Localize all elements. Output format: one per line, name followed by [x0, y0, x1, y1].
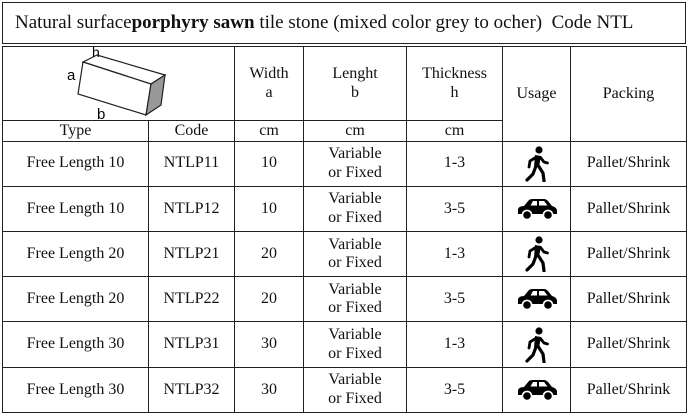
length-unit: cm — [304, 121, 407, 141]
usage-cell — [503, 141, 571, 186]
usage-header: Usage — [503, 47, 571, 142]
length-cell: Variable or Fixed — [304, 231, 407, 276]
type-header: Type — [3, 121, 149, 141]
usage-cell — [503, 231, 571, 276]
usage-cell — [503, 322, 571, 367]
thickness-header: Thickness h — [407, 47, 503, 121]
spec-table — [2, 46, 687, 413]
packing-cell: Pallet/Shrink — [571, 322, 687, 367]
title-suffix: tile stone (mixed color grey to ocher) Code NTL — [254, 12, 634, 33]
page-title — [2, 2, 686, 44]
width-cell: 20 — [235, 277, 304, 322]
width-cell: 30 — [235, 322, 304, 367]
packing-cell: Pallet/Shrink — [571, 277, 687, 322]
code-cell: NTLP11 — [149, 141, 235, 186]
car-icon — [503, 287, 570, 311]
table-row — [3, 186, 687, 231]
thickness-cell: 1-3 — [407, 141, 503, 186]
table-row — [3, 141, 687, 186]
thickness-cell: 1-3 — [407, 322, 503, 367]
table-row — [3, 231, 687, 276]
packing-cell: Pallet/Shrink — [571, 231, 687, 276]
type-cell: Free Length 20 — [3, 277, 149, 322]
pedestrian-icon — [503, 146, 570, 182]
length-cell: Variable or Fixed — [304, 141, 407, 186]
stone-block-icon — [3, 47, 235, 121]
width-unit: cm — [235, 121, 304, 141]
packing-cell: Pallet/Shrink — [571, 141, 687, 186]
stone-diagram-cell — [3, 47, 235, 121]
type-cell: Free Length 10 — [3, 186, 149, 231]
length-cell: Variable or Fixed — [304, 367, 407, 412]
code-cell: NTLP31 — [149, 322, 235, 367]
thickness-cell: 3-5 — [407, 367, 503, 412]
code-cell: NTLP22 — [149, 277, 235, 322]
type-cell: Free Length 30 — [3, 322, 149, 367]
code-cell: NTLP32 — [149, 367, 235, 412]
length-header: Lenght b — [304, 47, 407, 121]
width-cell: 10 — [235, 186, 304, 231]
type-cell: Free Length 30 — [3, 367, 149, 412]
pedestrian-icon — [503, 236, 570, 272]
length-cell: Variable or Fixed — [304, 277, 407, 322]
length-cell: Variable or Fixed — [304, 186, 407, 231]
table-row — [3, 322, 687, 367]
packing-cell: Pallet/Shrink — [571, 367, 687, 412]
usage-cell — [503, 277, 571, 322]
car-icon — [503, 378, 570, 402]
width-cell: 10 — [235, 141, 304, 186]
code-cell: NTLP12 — [149, 186, 235, 231]
pedestrian-icon — [503, 327, 570, 363]
thickness-cell: 3-5 — [407, 186, 503, 231]
width-cell: 30 — [235, 367, 304, 412]
title-bold: porphyry sawn — [131, 12, 255, 33]
code-cell: NTLP21 — [149, 231, 235, 276]
diagram-label-h: h — [92, 47, 100, 60]
thickness-cell: 1-3 — [407, 231, 503, 276]
packing-header: Packing — [571, 47, 687, 142]
type-cell: Free Length 10 — [3, 141, 149, 186]
table-row — [3, 367, 687, 412]
diagram-label-a: a — [67, 67, 76, 84]
thickness-unit: cm — [407, 121, 503, 141]
thickness-cell: 3-5 — [407, 277, 503, 322]
packing-cell: Pallet/Shrink — [571, 186, 687, 231]
table-row — [3, 277, 687, 322]
car-icon — [503, 197, 570, 221]
title-prefix: Natural surface — [15, 12, 132, 33]
length-cell: Variable or Fixed — [304, 322, 407, 367]
usage-cell — [503, 367, 571, 412]
type-cell: Free Length 20 — [3, 231, 149, 276]
code-header: Code — [149, 121, 235, 141]
diagram-label-b: b — [97, 106, 106, 121]
width-header: Width a — [235, 47, 304, 121]
usage-cell — [503, 186, 571, 231]
width-cell: 20 — [235, 231, 304, 276]
